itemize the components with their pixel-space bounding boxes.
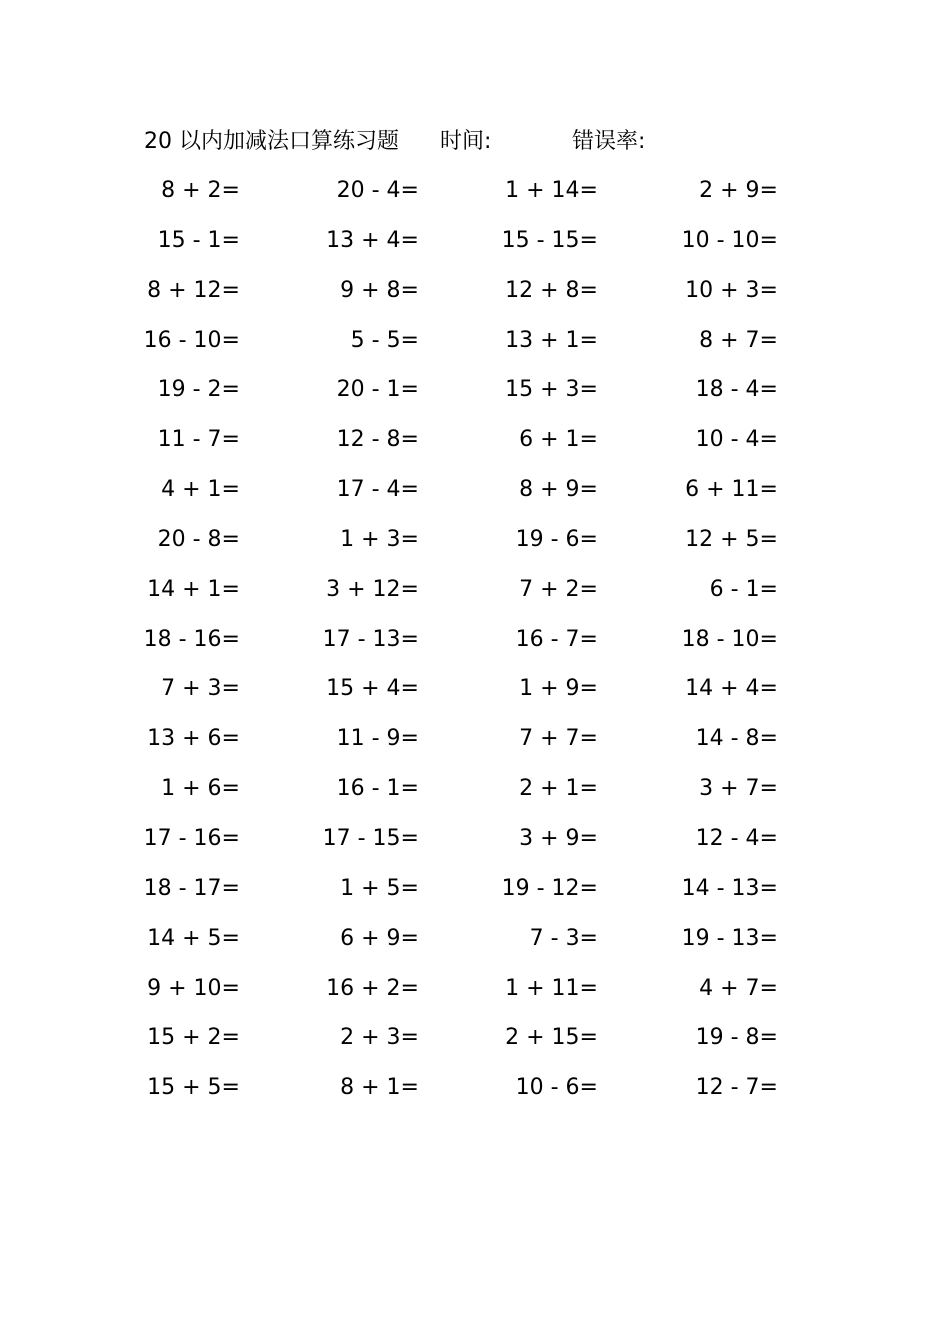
problem-cell: 15 - 15=	[501, 227, 598, 253]
problem-cell: 14 + 5=	[147, 925, 240, 951]
problem-cell: 19 - 12=	[501, 875, 598, 901]
problem-cell: 8 + 7=	[699, 327, 778, 353]
problem-row	[0, 714, 950, 764]
problem-cell: 16 - 1=	[336, 776, 419, 802]
problem-cell: 1 + 11=	[505, 975, 598, 1001]
problem-cell: 6 - 1=	[709, 576, 778, 602]
problem-cell: 17 - 15=	[322, 825, 419, 851]
problem-cell: 1 + 5=	[340, 875, 419, 901]
problem-cell: 8 + 9=	[519, 477, 598, 503]
problem-cell: 12 - 8=	[336, 427, 419, 453]
problem-cell: 15 - 1=	[157, 227, 240, 253]
problem-cell: 18 - 17=	[143, 875, 240, 901]
problem-cell: 20 - 8=	[157, 526, 240, 552]
problem-cell: 2 + 1=	[519, 776, 598, 802]
problem-cell: 10 - 4=	[695, 427, 778, 453]
problem-row	[0, 216, 950, 266]
problem-cell: 6 + 11=	[685, 477, 778, 503]
problem-cell: 5 - 5=	[350, 327, 419, 353]
problem-cell: 18 - 16=	[143, 626, 240, 652]
problem-cell: 6 + 9=	[340, 925, 419, 951]
problem-cell: 14 - 13=	[681, 875, 778, 901]
problem-cell: 12 + 5=	[685, 526, 778, 552]
problem-cell: 10 + 3=	[685, 277, 778, 303]
problem-cell: 10 - 10=	[681, 227, 778, 253]
problem-cell: 20 - 1=	[336, 377, 419, 403]
problem-row	[0, 814, 950, 864]
problem-cell: 18 - 4=	[695, 377, 778, 403]
problem-cell: 1 + 6=	[161, 776, 240, 802]
problem-cell: 7 - 3=	[529, 925, 598, 951]
problem-cell: 17 - 4=	[336, 477, 419, 503]
problem-cell: 7 + 3=	[161, 676, 240, 702]
time-label: 时间:	[440, 129, 492, 154]
problem-cell: 1 + 14=	[505, 178, 598, 203]
problem-cell: 15 + 5=	[147, 1075, 240, 1101]
problem-cell: 13 + 1=	[505, 327, 598, 353]
error-rate-label: 错误率:	[572, 129, 646, 154]
problem-cell: 17 - 13=	[322, 626, 419, 652]
problem-cell: 14 + 4=	[685, 676, 778, 702]
problem-row	[0, 664, 950, 714]
problem-row	[0, 316, 950, 366]
problem-cell: 13 + 4=	[326, 227, 419, 253]
problem-cell: 18 - 10=	[681, 626, 778, 652]
problem-cell: 2 + 15=	[505, 1025, 598, 1051]
problem-row	[0, 365, 950, 415]
problem-row	[0, 166, 950, 216]
problem-row	[0, 415, 950, 465]
problem-row	[0, 1063, 950, 1113]
problem-cell: 1 + 3=	[340, 526, 419, 552]
problem-cell: 12 + 8=	[505, 277, 598, 303]
problem-row	[0, 515, 950, 565]
problem-cell: 15 + 2=	[147, 1025, 240, 1051]
problem-row	[0, 764, 950, 814]
problem-cell: 19 - 2=	[157, 377, 240, 403]
problem-cell: 9 + 8=	[340, 277, 419, 303]
problem-cell: 12 - 7=	[695, 1075, 778, 1101]
problem-cell: 15 + 3=	[505, 377, 598, 403]
problem-cell: 15 + 4=	[326, 676, 419, 702]
problem-cell: 8 + 1=	[340, 1075, 419, 1101]
problem-row	[0, 964, 950, 1014]
worksheet-title: 20 以内加减法口算练习题	[144, 129, 399, 154]
problem-cell: 19 - 8=	[695, 1025, 778, 1051]
problem-row	[0, 565, 950, 615]
problem-cell: 14 + 1=	[147, 576, 240, 602]
problem-cell: 4 + 1=	[161, 477, 240, 503]
problem-cell: 6 + 1=	[519, 427, 598, 453]
problem-cell: 3 + 7=	[699, 776, 778, 802]
problem-cell: 11 - 9=	[336, 726, 419, 752]
problem-cell: 11 - 7=	[157, 427, 240, 453]
problem-cell: 20 - 4=	[336, 178, 419, 203]
problem-cell: 17 - 16=	[143, 825, 240, 851]
problem-cell: 19 - 6=	[515, 526, 598, 552]
problem-cell: 16 + 2=	[326, 975, 419, 1001]
problem-cell: 14 - 8=	[695, 726, 778, 752]
problem-cell: 16 - 10=	[143, 327, 240, 353]
problem-grid	[0, 166, 950, 1113]
problem-cell: 1 + 9=	[519, 676, 598, 702]
problem-cell: 8 + 12=	[147, 277, 240, 303]
problem-row	[0, 615, 950, 665]
problem-cell: 16 - 7=	[515, 626, 598, 652]
problem-row	[0, 914, 950, 964]
problem-cell: 12 - 4=	[695, 825, 778, 851]
problem-cell: 10 - 6=	[515, 1075, 598, 1101]
problem-cell: 13 + 6=	[147, 726, 240, 752]
problem-cell: 8 + 2=	[161, 178, 240, 203]
problem-cell: 4 + 7=	[699, 975, 778, 1001]
problem-cell: 9 + 10=	[147, 975, 240, 1001]
problem-cell: 2 + 3=	[340, 1025, 419, 1051]
problem-row	[0, 1013, 950, 1063]
problem-row	[0, 266, 950, 316]
problem-row	[0, 465, 950, 515]
problem-cell: 7 + 2=	[519, 576, 598, 602]
problem-cell: 7 + 7=	[519, 726, 598, 752]
problem-cell: 2 + 9=	[699, 178, 778, 203]
problem-cell: 19 - 13=	[681, 925, 778, 951]
problem-cell: 3 + 12=	[326, 576, 419, 602]
problem-row	[0, 864, 950, 914]
problem-cell: 3 + 9=	[519, 825, 598, 851]
